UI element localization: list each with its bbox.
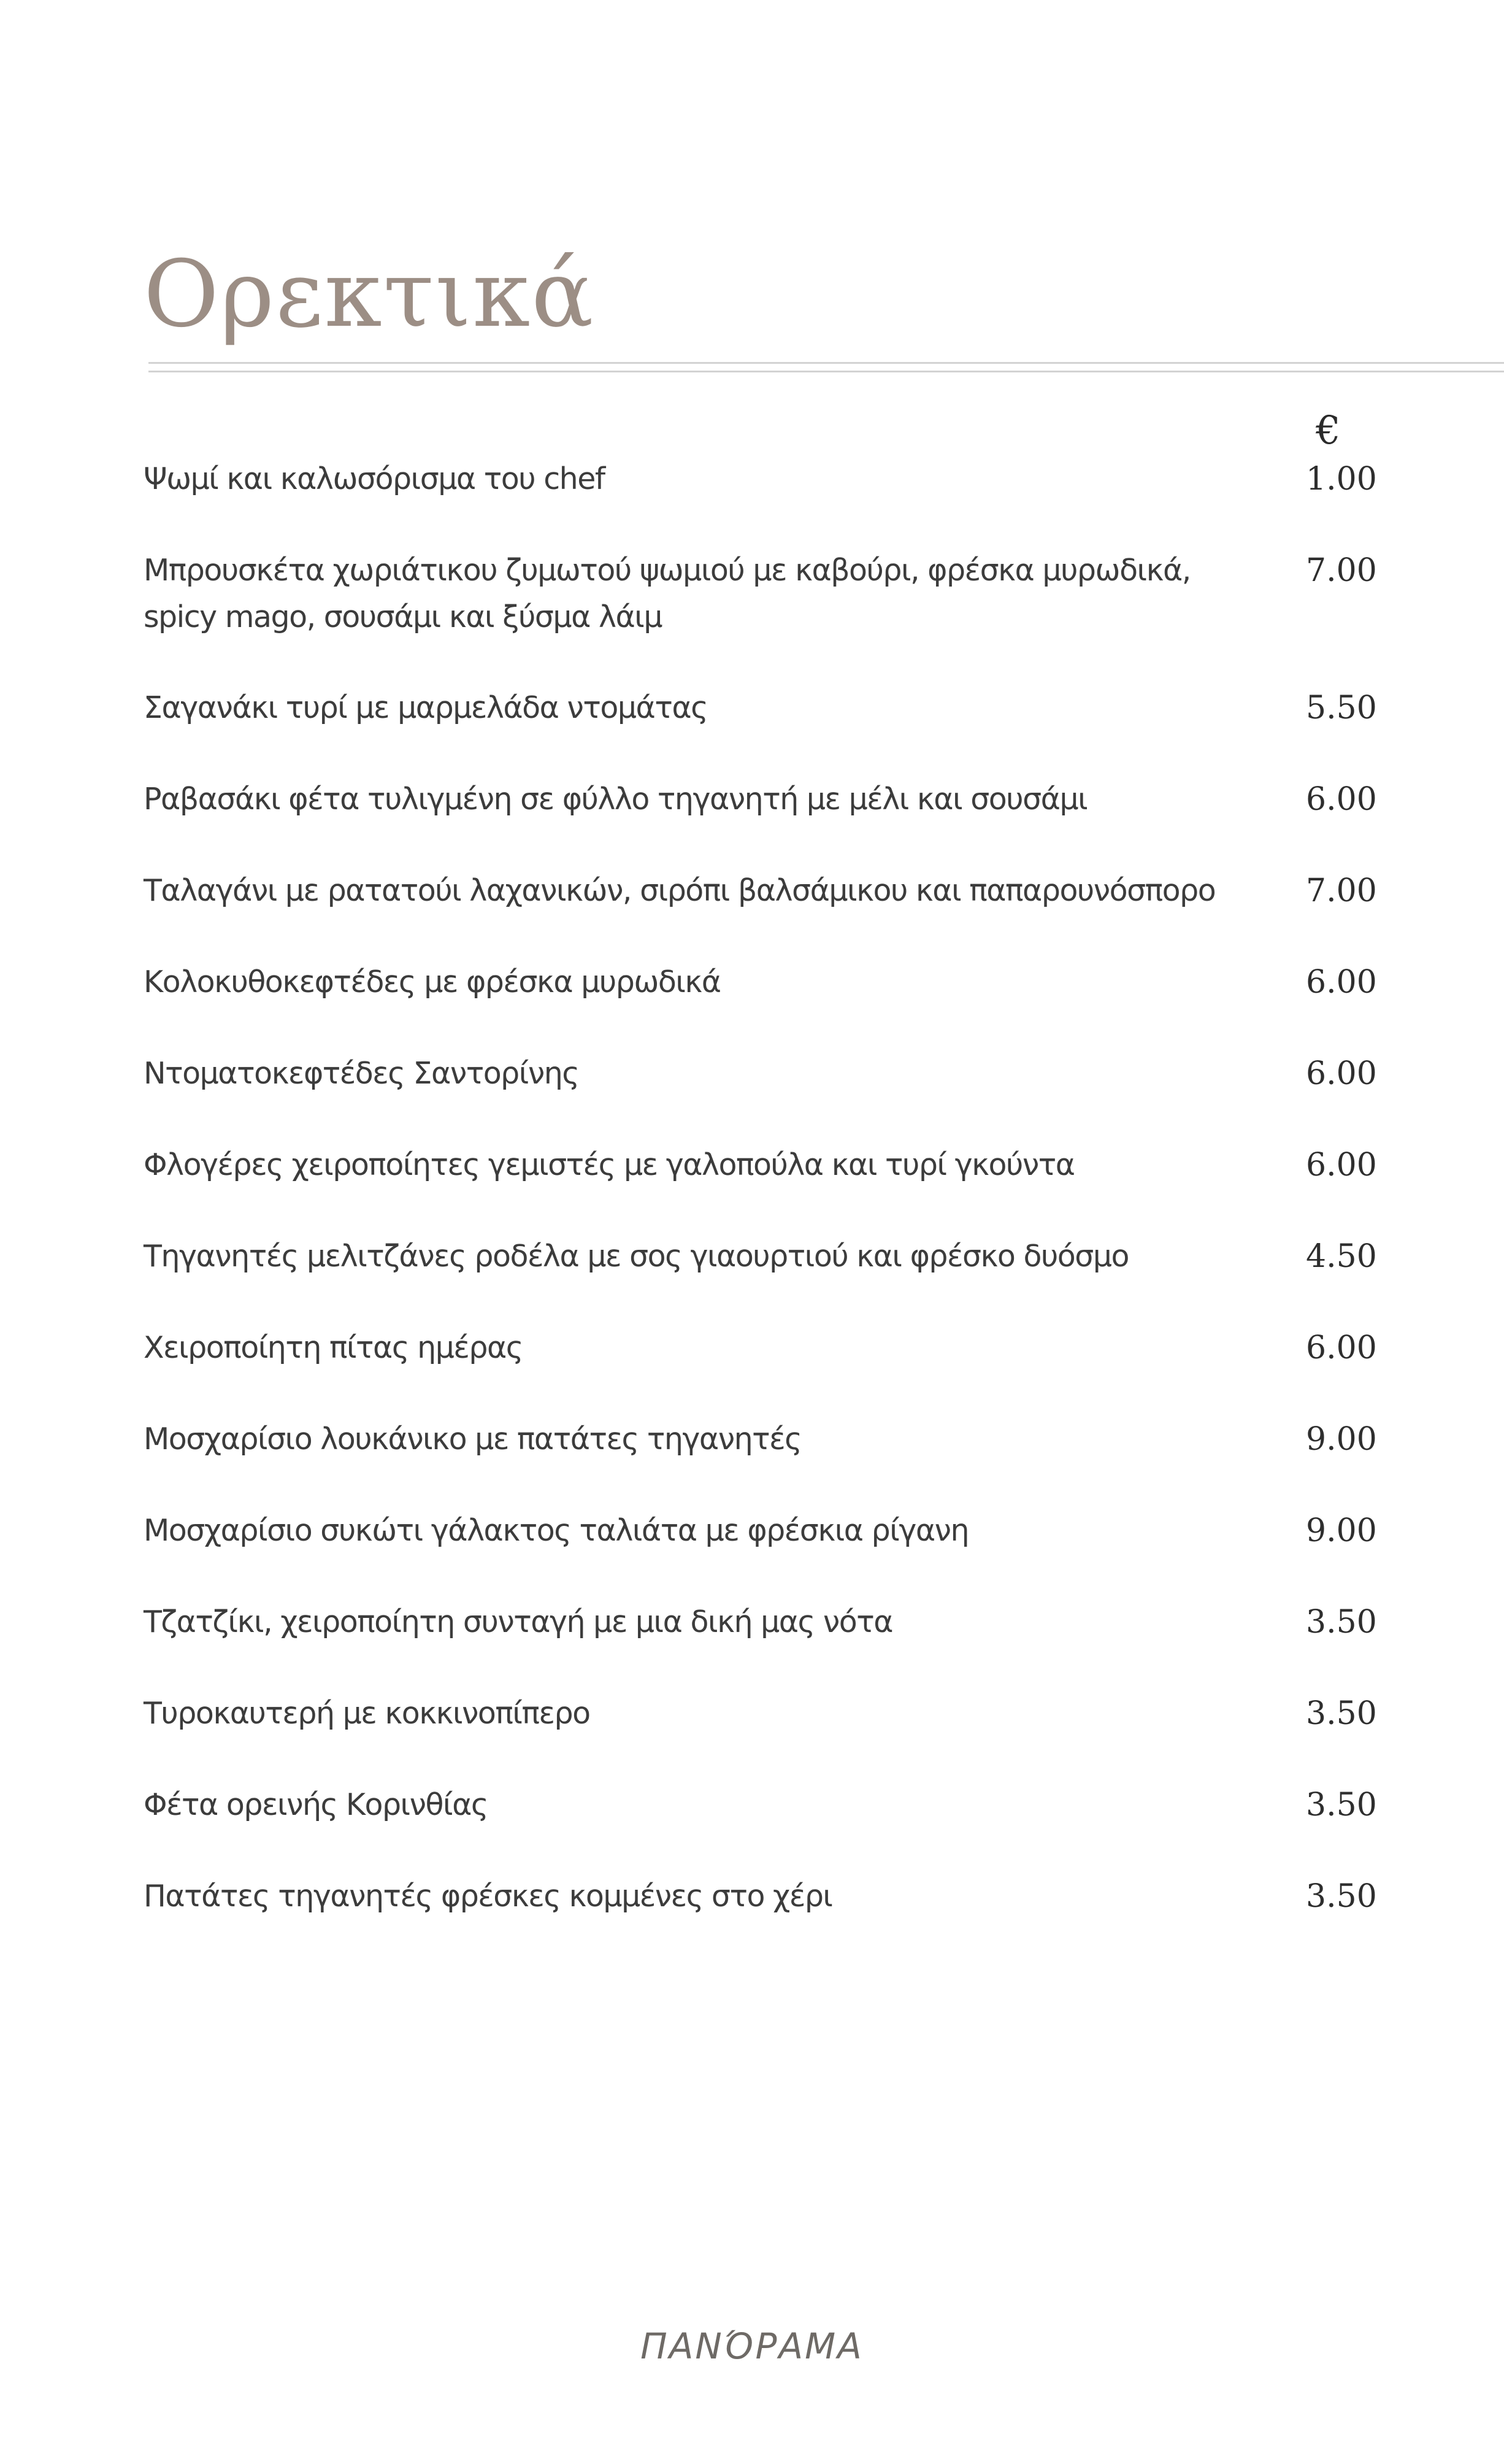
item-price: 1.00 <box>1306 461 1377 498</box>
item-price: 6.00 <box>1306 964 1377 1001</box>
item-name: Φλογέρες χειροποίητες γεμιστές με γαλοπούλα και τυρί γκούντα <box>144 1147 1075 1182</box>
item-name: Πατάτες τηγανητές φρέσκες κομμένες στο χέρι <box>144 1879 832 1914</box>
item-price: 6.00 <box>1306 1055 1377 1092</box>
item-price: 3.50 <box>1306 1604 1377 1641</box>
item-price: 3.50 <box>1306 1787 1377 1823</box>
item-name: Κολοκυθοκεφτέδες με φρέσκα μυρωδικά <box>144 964 721 999</box>
item-price: 7.00 <box>1306 552 1377 589</box>
item-price: 6.00 <box>1306 1330 1377 1366</box>
item-price: 7.00 <box>1306 872 1377 909</box>
item-name: Ραβασάκι φέτα τυλιγμένη σε φύλλο τηγανητή με μέλι και σουσάμι <box>144 782 1088 817</box>
item-price: 4.50 <box>1306 1238 1377 1275</box>
item-price: 5.50 <box>1306 690 1377 726</box>
item-price: 3.50 <box>1306 1878 1377 1915</box>
title-divider-bottom <box>148 371 1504 372</box>
page-title: Ορεκτικά <box>144 241 595 348</box>
item-name: Τηγανητές μελιτζάνες ροδέλα με σος γιαουρτιού και φρέσκο δυόσμο <box>144 1239 1129 1274</box>
item-name: Ψωμί και καλωσόρισμα του chef <box>144 461 605 496</box>
currency-symbol: € <box>1316 408 1341 453</box>
title-divider-top <box>148 362 1504 364</box>
item-name: Τυροκαυτερή με κοκκινοπίπερο <box>144 1696 590 1731</box>
item-price: 3.50 <box>1306 1695 1377 1732</box>
item-name: Ταλαγάνι με ρατατούι λαχανικών, σιρόπι βαλσάμικου και παπαρουνόσπορο <box>144 873 1216 908</box>
item-name: Μπρουσκέτα χωριάτικου ζυμωτού ψωμιού με καβούρι, φρέσκα μυρωδικά, spicy mago, σουσάμι και ξύσμα λάιμ <box>144 553 1191 634</box>
item-name: Ντοματοκεφτέδες Σαντορίνης <box>144 1056 579 1091</box>
item-name: Μοσχαρίσιο λουκάνικο με πατάτες τηγανητές <box>144 1422 802 1457</box>
item-name: Χειροποίητη πίτας ημέρας <box>144 1330 523 1365</box>
item-price: 9.00 <box>1306 1512 1377 1549</box>
item-name: Μοσχαρίσιο συκώτι γάλακτος ταλιάτα με φρέσκια ρίγανη <box>144 1513 969 1548</box>
item-price: 6.00 <box>1306 781 1377 818</box>
item-name: Τζατζίκι, χειροποίητη συνταγή με μια δική μας νότα <box>144 1604 893 1639</box>
footer-logo: ΠΑΝΌΡΑΜΑ <box>640 2325 864 2367</box>
item-name: Φέτα ορεινής Κορινθίας <box>144 1787 488 1822</box>
item-price: 6.00 <box>1306 1147 1377 1184</box>
item-price: 9.00 <box>1306 1421 1377 1458</box>
item-name: Σαγανάκι τυρί με μαρμελάδα ντομάτας <box>144 690 708 725</box>
